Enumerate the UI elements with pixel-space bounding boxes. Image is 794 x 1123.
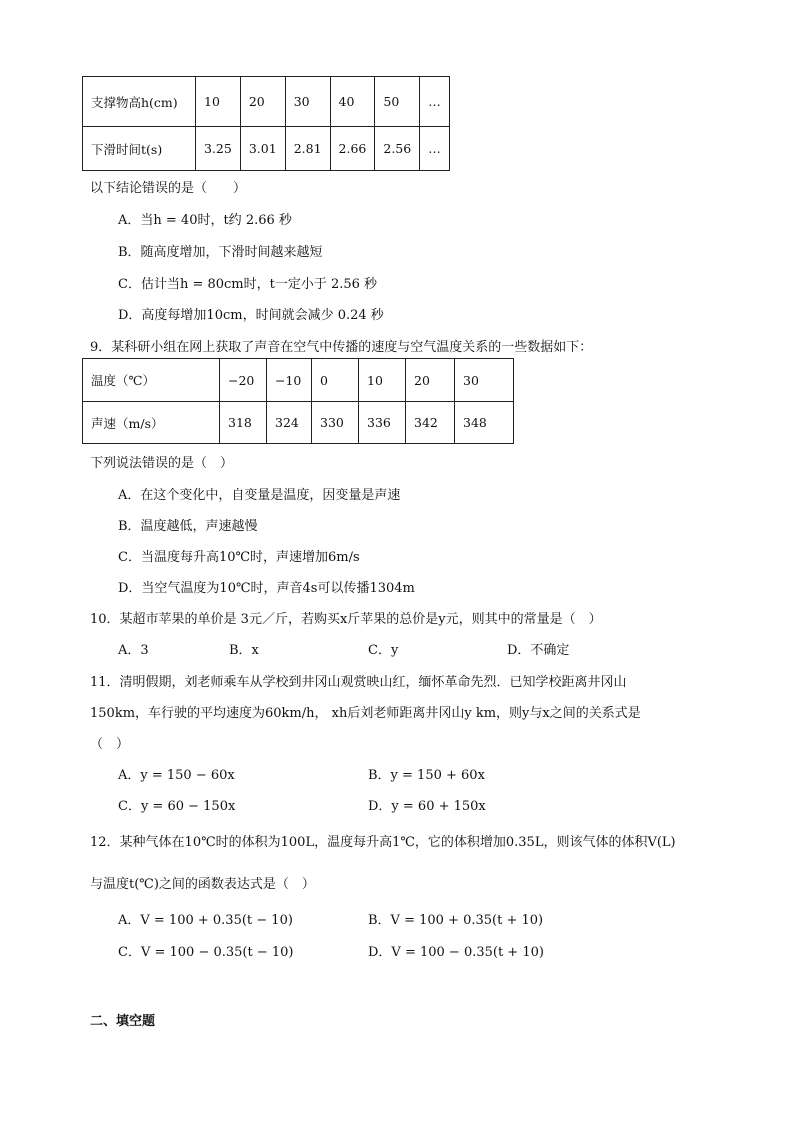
- table-cell: 318: [220, 402, 267, 444]
- option-a: A．当h = 40时，t约 2.66 秒: [118, 213, 292, 228]
- table-row: [83, 359, 514, 402]
- table-cell: 342: [406, 402, 455, 444]
- option-d: D．y = 60 + 150x: [368, 799, 486, 814]
- table-cell: 30: [455, 359, 514, 402]
- option-b: B．y = 150 + 60x: [368, 768, 485, 783]
- option-a: A．y = 150 − 60x: [118, 768, 235, 783]
- table-cell: 50: [375, 77, 420, 127]
- option-d: D．当空气温度为10℃时，声音4s可以传播1304m: [118, 581, 415, 596]
- option-a: A．在这个变化中，自变量是温度，因变量是声速: [118, 488, 401, 503]
- table-row: [83, 402, 514, 444]
- option-b: B．随高度增加，下滑时间越来越短: [118, 245, 323, 260]
- option-c: C．估计当h = 80cm时，t一定小于 2.56 秒: [118, 277, 378, 292]
- table-cell: 336: [359, 402, 406, 444]
- option-c: C．y = 60 − 150x: [118, 799, 236, 814]
- table-cell: …: [420, 77, 450, 127]
- table-cell: 声速（m/s）: [83, 402, 220, 444]
- option-d: D．高度每增加10cm，时间就会减少 0.24 秒: [118, 308, 384, 323]
- option-d: D．V = 100 − 0.35(t + 10): [368, 945, 544, 960]
- option-b: B．x: [229, 643, 259, 658]
- table-cell: 2.81: [285, 127, 330, 171]
- option-b: B．温度越低，声速越慢: [118, 519, 258, 534]
- table-row: [83, 77, 450, 127]
- slope-time-table: [82, 76, 450, 171]
- option-c: C．y: [368, 643, 399, 658]
- table-cell: 30: [285, 77, 330, 127]
- question-stem: 下列说法错误的是（ ）: [90, 456, 234, 471]
- table-cell: 40: [330, 77, 375, 127]
- option-b: B．V = 100 + 0.35(t + 10): [368, 913, 544, 928]
- question-stem: 10．某超市苹果的单价是 3元／斤，若购买x斤苹果的总价是y元，则其中的常量是（ ）: [90, 612, 602, 627]
- table-cell: …: [420, 127, 450, 171]
- table-cell: 0: [312, 359, 359, 402]
- table-cell: 支撑物高h(cm): [83, 77, 196, 127]
- table-cell: 温度（℃）: [83, 359, 220, 402]
- section-title: 二、填空题: [90, 1014, 156, 1029]
- table-cell: 10: [196, 77, 241, 127]
- option-a: A．V = 100 + 0.35(t − 10): [118, 913, 293, 928]
- table-cell: 10: [359, 359, 406, 402]
- question-stem: 以下结论错误的是（ ）: [90, 181, 247, 196]
- table-cell: 348: [455, 402, 514, 444]
- table-cell: −20: [220, 359, 267, 402]
- question-stem: 11．清明假期，刘老师乘车从学校到井冈山观赏映山红，缅怀革命先烈．已知学校距离井冈山: [90, 675, 627, 690]
- table-cell: 330: [312, 402, 359, 444]
- question-stem: 12．某种气体在10℃时的体积为100L，温度每升高1℃，它的体积增加0.35L，则该气体的体积V(L): [90, 835, 676, 850]
- question-stem: 9．某科研小组在网上获取了声音在空气中传播的速度与空气温度关系的一些数据如下：: [90, 340, 593, 355]
- question-stem: 150km，车行驶的平均速度为60km/h， xh后刘老师距离井冈山y km，则y与x之间的关系式是: [90, 706, 641, 721]
- table-cell: −10: [267, 359, 312, 402]
- question-stem: （ ）: [90, 737, 130, 752]
- table-row: [83, 127, 450, 171]
- table-cell: 下滑时间t(s): [83, 127, 196, 171]
- table-cell: 2.66: [330, 127, 375, 171]
- option-c: C．当温度每升高10℃时，声速增加6m/s: [118, 550, 360, 565]
- table-cell: 324: [267, 402, 312, 444]
- option-c: C．V = 100 − 0.35(t − 10): [118, 945, 294, 960]
- option-d: D．不确定: [507, 643, 570, 658]
- table-cell: 20: [240, 77, 285, 127]
- table-cell: 2.56: [375, 127, 420, 171]
- question-stem: 与温度t(℃)之间的函数表达式是（ ）: [90, 877, 315, 892]
- option-a: A．3: [118, 643, 149, 658]
- table-cell: 3.01: [240, 127, 285, 171]
- table-cell: 3.25: [196, 127, 241, 171]
- table-cell: 20: [406, 359, 455, 402]
- temperature-sound-table: [82, 358, 514, 444]
